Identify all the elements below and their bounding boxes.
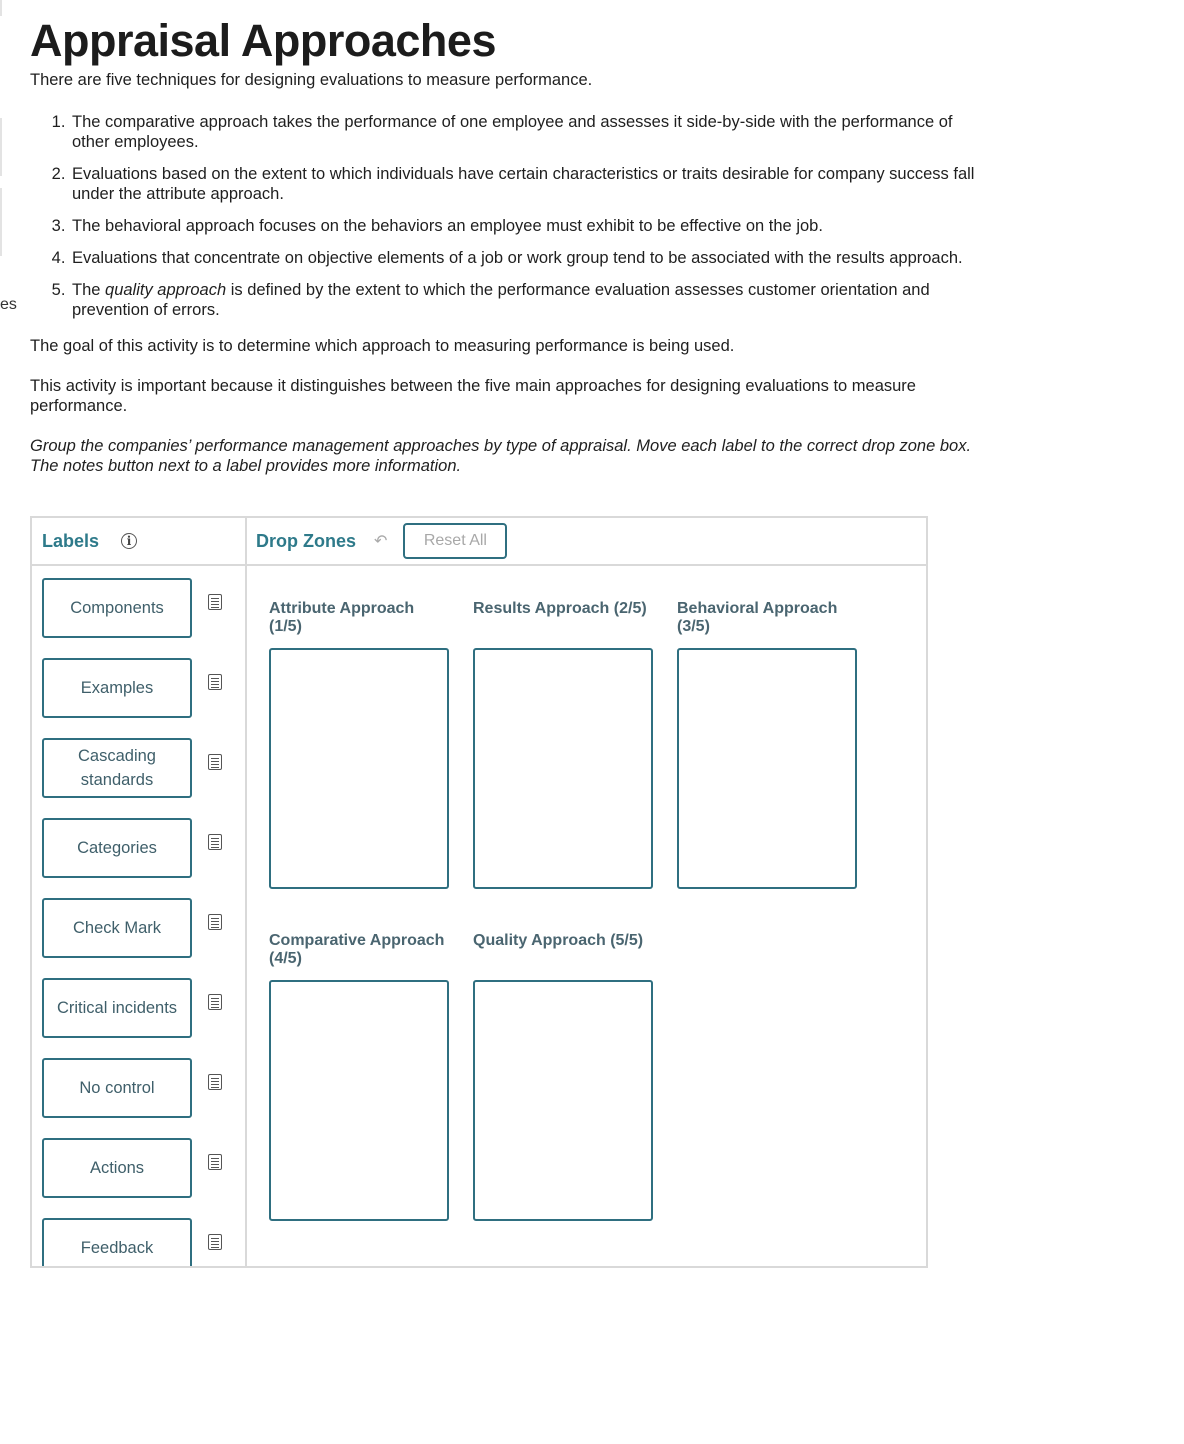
- label-cascading-standards[interactable]: Cascading standards: [42, 738, 192, 798]
- zone-behavioral-approach: [677, 600, 857, 889]
- label-check-mark[interactable]: Check Mark: [42, 898, 192, 958]
- drop-zone-box[interactable]: [269, 980, 449, 1221]
- label-row: [42, 1138, 222, 1218]
- label-critical-incidents[interactable]: Critical incidents: [42, 978, 192, 1038]
- labels-header: [32, 518, 245, 566]
- approach-item: 5. The quality approach is defined by the extent to which the performance evaluation assesses customer orientation and prevention of errors.: [70, 280, 975, 320]
- labels-title: Labels: [42, 530, 100, 551]
- left-edge-divider: [0, 118, 2, 176]
- label-row: [42, 1058, 222, 1138]
- instructions-panel: [30, 14, 975, 476]
- drop-zone-box[interactable]: [473, 980, 653, 1221]
- zone-title: Results Approach (2/5): [473, 600, 647, 617]
- approach-item: 1. The comparative approach takes the performance of one employee and assesses it side-by-side with the performance of other employees.: [70, 112, 975, 152]
- notes-icon[interactable]: [208, 1074, 222, 1090]
- labels-column: [32, 518, 247, 1266]
- label-row: [42, 738, 222, 818]
- notes-icon[interactable]: [208, 1154, 222, 1170]
- label-row: [42, 978, 222, 1058]
- approaches-list: [30, 112, 975, 320]
- label-categories[interactable]: Categories: [42, 818, 192, 878]
- info-icon[interactable]: i: [121, 533, 137, 549]
- zone-results-approach: [473, 600, 653, 889]
- label-row: [42, 898, 222, 978]
- intro-text: There are five techniques for designing evaluations to measure performance.: [30, 71, 593, 89]
- label-no-control[interactable]: No control: [42, 1058, 192, 1118]
- notes-icon[interactable]: [208, 754, 222, 770]
- label-row: [42, 578, 222, 658]
- label-row: [42, 818, 222, 898]
- drop-zone-box[interactable]: [269, 648, 449, 889]
- label-row: [42, 1218, 222, 1266]
- approach-item: 4. Evaluations that concentrate on objective elements of a job or work group tend to be associated with the results approach.: [70, 248, 975, 268]
- approach-item: 3. The behavioral approach focuses on the behaviors an employee must exhibit to be effective on the job.: [70, 216, 975, 236]
- label-actions[interactable]: Actions: [42, 1138, 192, 1198]
- left-edge-divider: [0, 188, 2, 256]
- left-edge-divider: [0, 0, 2, 16]
- zone-attribute-approach: [269, 600, 449, 889]
- notes-icon[interactable]: [208, 914, 222, 930]
- goal-text: The goal of this activity is to determine which approach to measuring performance is being used.: [30, 337, 735, 355]
- notes-icon[interactable]: [208, 1234, 222, 1250]
- notes-icon[interactable]: [208, 674, 222, 690]
- page-title: Appraisal Approaches: [30, 15, 496, 66]
- drag-drop-activity: [30, 516, 928, 1268]
- drop-zones-header: [245, 518, 926, 566]
- label-components[interactable]: Components: [42, 578, 192, 638]
- notes-icon[interactable]: [208, 834, 222, 850]
- label-row: [42, 658, 222, 738]
- undo-arrow-icon[interactable]: ↶: [374, 533, 388, 550]
- importance-text: This activity is important because it distinguishes between the five main approaches for designing evaluations to measure performance.: [30, 377, 916, 415]
- reset-all-button[interactable]: Reset All: [403, 523, 507, 559]
- label-examples[interactable]: Examples: [42, 658, 192, 718]
- notes-icon[interactable]: [208, 994, 222, 1010]
- zone-comparative-approach: [269, 932, 449, 1221]
- zone-quality-approach: [473, 932, 653, 1221]
- zone-title: Behavioral Approach (3/5): [677, 600, 838, 635]
- drop-zones-title: Drop Zones: [256, 530, 357, 551]
- notes-icon[interactable]: [208, 594, 222, 610]
- approach-item: 2. Evaluations based on the extent to which individuals have certain characteristics or traits desirable for company success fall under the attribute approach.: [70, 164, 975, 204]
- clipped-side-text: es: [0, 296, 17, 313]
- drop-zone-box[interactable]: [473, 648, 653, 889]
- zone-title: Comparative Approach (4/5): [269, 932, 445, 967]
- drop-zones-column: [245, 518, 926, 1266]
- label-feedback[interactable]: Feedback: [42, 1218, 192, 1266]
- label-list: [42, 578, 222, 1266]
- zone-title: Quality Approach (5/5): [473, 932, 644, 949]
- activity-instructions: Group the companies’ performance management approaches by type of appraisal. Move each label to the correct drop zone box. The notes button next to a label provides more information.: [30, 437, 972, 475]
- zone-title: Attribute Approach (1/5): [269, 600, 415, 635]
- drop-zone-box[interactable]: [677, 648, 857, 889]
